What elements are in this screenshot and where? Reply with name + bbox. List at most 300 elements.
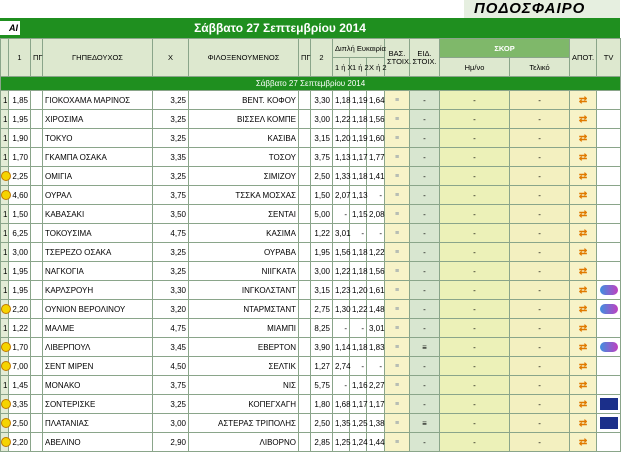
swap-arrows-icon[interactable]: ⇄ [578,113,588,125]
score-half-value: - [473,361,476,371]
odds-12 [350,243,367,262]
odds-x2-value: - [379,228,383,238]
away-team [189,319,299,338]
list-icon[interactable]: ≡ [394,267,400,275]
tv-cell [597,262,621,281]
list-icon[interactable]: ≡ [394,438,400,446]
pg2-cell [299,167,311,186]
pg-cell [31,129,43,148]
list-icon[interactable]: ≡ [394,153,400,161]
away-team [189,91,299,110]
away-team [189,129,299,148]
score-half-value: - [473,437,476,447]
odds-x2-value: 3,01 [369,323,385,333]
home-team [43,433,153,452]
odds-x-value: 3,25 [170,171,186,181]
away-team-value: ΕΒΕΡΤΟΝ [257,342,296,352]
home-team [43,186,153,205]
eid-cell [410,186,440,205]
away-team-value: ΤΣΣΚΑ ΜΟΣΧΑΣ [235,190,296,200]
home-team-value: ΓΙΟΚΟΧΑΜΑ ΜΑΡΙΝΟΣ [45,95,131,105]
away-team [189,167,299,186]
odds-1x-value: - [344,209,347,219]
col-skor: ΣΚΟΡ [440,39,570,58]
odds-x2-value: 1,17 [369,399,385,409]
score-half [440,357,510,376]
list-icon[interactable]: ≡ [394,286,400,294]
bas-cell [385,243,410,262]
odds-2-value: 1,95 [314,247,330,257]
odds-x-value: 4,50 [170,361,186,371]
odds-1 [9,129,31,148]
home-team [43,338,153,357]
odds-x2 [367,376,385,395]
odds-1 [9,357,31,376]
eid-cell [410,357,440,376]
col-pg: ΠΓ [31,39,43,77]
eid-cell-value: - [423,209,426,219]
odds-12-value: 1,18 [352,247,368,257]
odds-x [153,91,189,110]
odds-2-value: 1,50 [314,190,330,200]
swap-arrows-icon[interactable]: ⇄ [578,379,588,391]
tv-channel-icon[interactable] [600,304,618,314]
score-half-value: - [473,304,476,314]
eid-cell-value: ≡ [422,342,427,352]
odds-2-value: 3,90 [314,342,330,352]
odds-2-value: 3,00 [314,114,330,124]
score-final-value: - [538,399,541,409]
home-team-value: ΟΜΙΓΙΑ [45,171,73,181]
odds-2 [311,91,333,110]
odds-x-value: 3,25 [170,399,186,409]
away-team-value: ΑΣΤΕΡΑΣ ΤΡΙΠΟΛΗΣ [218,418,296,428]
home-team [43,110,153,129]
home-team [43,243,153,262]
odds-x [153,148,189,167]
tv-cell [597,91,621,110]
list-icon[interactable]: ≡ [394,134,400,142]
odds-1 [9,91,31,110]
odds-1x [333,281,350,300]
swap-arrows-icon[interactable]: ⇄ [578,227,588,239]
row-no-value: 1 [3,133,8,143]
score-half-value: - [473,228,476,238]
odds-x2 [367,338,385,357]
odds-2 [311,338,333,357]
odds-1x-value: 1,18 [335,95,351,105]
away-team [189,357,299,376]
home-team [43,262,153,281]
tv-channel-icon[interactable] [600,417,618,429]
list-icon[interactable]: ≡ [394,343,400,351]
odds-x-value: 3,75 [170,190,186,200]
score-half-value: - [473,152,476,162]
apot-cell [570,186,597,205]
tv-cell [597,338,621,357]
bas-cell [385,110,410,129]
swap-arrows-icon[interactable]: ⇄ [578,208,588,220]
odds-2-value: 3,00 [314,266,330,276]
row-no [1,205,9,224]
odds-x2 [367,167,385,186]
row-no-value: 1 [3,209,8,219]
odds-x [153,129,189,148]
pg2-cell [299,319,311,338]
row-no [1,167,9,186]
odds-2 [311,129,333,148]
odds-12 [350,110,367,129]
odds-1-value: 6,25 [12,228,28,238]
odds-1 [9,319,31,338]
odds-1-value: 4,60 [12,190,28,200]
away-team [189,395,299,414]
odds-x2 [367,129,385,148]
odds-2 [311,281,333,300]
odds-x2 [367,319,385,338]
odds-12 [350,281,367,300]
odds-x-value: 3,25 [170,247,186,257]
swap-arrows-icon[interactable]: ⇄ [578,398,588,410]
odds-x2 [367,395,385,414]
table-row [1,281,621,300]
score-half-value: - [473,95,476,105]
ball-icon [1,342,11,352]
tv-cell [597,148,621,167]
pg2-cell [299,376,311,395]
table-row [1,338,621,357]
col-away: ΦΙΛΟΞΕΝΟΥΜΕΝΟΣ [189,39,299,77]
tv-cell [597,281,621,300]
list-icon[interactable]: ≡ [394,115,400,123]
eid-cell [410,376,440,395]
home-team-value: ΟΥΝΙΟΝ ΒΕΡΟΛΙΝΟΥ [45,304,126,314]
bas-cell [385,148,410,167]
odds-x-value: 3,25 [170,266,186,276]
score-final-value: - [538,114,541,124]
apot-cell [570,395,597,414]
swap-arrows-icon[interactable]: ⇄ [578,284,588,296]
away-team-value: ΝΙΣ [283,380,296,390]
odds-x2 [367,433,385,452]
score-half-value: - [473,285,476,295]
home-team-value: ΟΥΡΑΛ [45,190,72,200]
away-team [189,186,299,205]
col-12: 1 ή 2 [350,58,367,77]
bas-cell [385,262,410,281]
list-icon[interactable]: ≡ [394,229,400,237]
odds-x-value: 3,75 [170,380,186,390]
score-half [440,414,510,433]
score-half-value: - [473,418,476,428]
home-team-value: ΤΟΚΥΟ [45,133,73,143]
odds-x [153,395,189,414]
score-half [440,433,510,452]
score-half-value: - [473,323,476,333]
swap-arrows-icon[interactable]: ⇄ [578,303,588,315]
brand-logo[interactable]: ΠΟΔΟΣΦΑΙΡΟ [464,0,620,18]
title-bar [0,18,620,38]
list-icon[interactable]: ≡ [394,362,400,370]
list-icon[interactable]: ≡ [394,172,400,180]
home-team-value: ΣΕΝΤ ΜΙΡΕΝ [45,361,94,371]
swap-arrows-icon[interactable]: ⇄ [578,360,588,372]
odds-1x [333,167,350,186]
odds-x-value: 3,25 [170,95,186,105]
list-icon[interactable]: ≡ [394,381,400,389]
row-no [1,300,9,319]
ball-icon [1,399,11,409]
odds-1-value: 1,45 [12,380,28,390]
score-final [510,414,570,433]
odds-2 [311,376,333,395]
odds-x2 [367,224,385,243]
score-final [510,300,570,319]
tv-cell [597,129,621,148]
odds-1x-value: - [344,323,347,333]
list-icon[interactable]: ≡ [394,400,400,408]
list-icon[interactable]: ≡ [394,305,400,313]
home-team [43,281,153,300]
odds-2 [311,357,333,376]
odds-2 [311,433,333,452]
ball-icon [1,304,11,314]
date-row: Σάββατο 27 Σεπτεμβρίου 2014 [1,77,621,91]
list-icon[interactable]: ≡ [394,210,400,218]
odds-1x [333,319,350,338]
swap-arrows-icon[interactable]: ⇄ [578,189,588,201]
odds-x2-value: - [379,190,383,200]
home-team [43,395,153,414]
bas-cell [385,338,410,357]
away-team [189,300,299,319]
row-no [1,395,9,414]
list-icon[interactable]: ≡ [394,191,400,199]
odds-2-value: 3,75 [314,152,330,162]
odds-12 [350,319,367,338]
odds-1x [333,395,350,414]
col-x: Χ [153,39,189,77]
table-row [1,395,621,414]
apot-cell [570,300,597,319]
eid-cell-value: - [423,380,426,390]
row-no-value: 1 [3,380,8,390]
odds-1x [333,357,350,376]
odds-12 [350,167,367,186]
ball-icon [1,437,11,447]
score-final [510,262,570,281]
pg2-cell [299,338,311,357]
score-final-value: - [538,361,541,371]
odds-x2 [367,414,385,433]
odds-x [153,338,189,357]
list-icon[interactable]: ≡ [394,96,400,104]
odds-2 [311,414,333,433]
score-final [510,243,570,262]
odds-1-value: 1,70 [12,152,28,162]
odds-1x-value: 1,14 [335,342,351,352]
odds-table [0,38,621,452]
odds-12 [350,433,367,452]
home-team-value: ΧΙΡΟΣΙΜΑ [45,114,84,124]
home-team [43,129,153,148]
ball-icon [1,190,11,200]
score-final [510,395,570,414]
odds-x [153,110,189,129]
table-row [1,357,621,376]
score-half-value: - [473,190,476,200]
tv-cell [597,319,621,338]
home-team [43,319,153,338]
score-half-value: - [473,380,476,390]
bas-cell [385,433,410,452]
odds-1 [9,262,31,281]
swap-arrows-icon[interactable]: ⇄ [578,417,588,429]
odds-x [153,357,189,376]
away-team-value: ΚΟΠΕΓΧΑΓΗ [248,399,296,409]
score-final-value: - [538,285,541,295]
pg-cell [31,148,43,167]
swap-arrows-icon[interactable]: ⇄ [578,265,588,277]
row-no-value: 1 [3,247,8,257]
odds-1x [333,338,350,357]
table-row [1,319,621,338]
eid-cell [410,300,440,319]
bas-cell [385,300,410,319]
odds-1-value: 1,70 [12,342,28,352]
odds-1-value: 1,50 [12,209,28,219]
list-icon[interactable]: ≡ [394,248,400,256]
odds-2-value: 1,80 [314,399,330,409]
odds-1 [9,167,31,186]
odds-x [153,243,189,262]
bas-cell [385,186,410,205]
score-half [440,205,510,224]
odds-x [153,319,189,338]
eid-cell [410,414,440,433]
pg2-cell [299,129,311,148]
eid-cell-value: - [423,152,426,162]
pg-cell [31,262,43,281]
swap-arrows-icon[interactable]: ⇄ [578,341,588,353]
odds-1x-value: 2,07 [335,190,351,200]
score-half-value: - [473,247,476,257]
odds-2 [311,148,333,167]
eid-cell [410,91,440,110]
odds-12 [350,414,367,433]
bas-cell [385,376,410,395]
pg2-cell [299,395,311,414]
odds-1 [9,395,31,414]
odds-1-value: 7,00 [12,361,28,371]
away-team [189,148,299,167]
eid-cell [410,148,440,167]
odds-x2-value: 1,56 [369,114,385,124]
apot-cell [570,433,597,452]
odds-1 [9,205,31,224]
eid-cell-value: - [423,285,426,295]
odds-2-value: 2,85 [314,437,330,447]
score-final [510,319,570,338]
odds-1x [333,186,350,205]
home-team-value: ΤΣΕΡΕΖΟ ΟΣΑΚΑ [45,247,112,257]
eid-cell-value: - [423,190,426,200]
odds-12 [350,91,367,110]
odds-1x-value: 1,22 [335,114,351,124]
odds-1x-value: 1,33 [335,171,351,181]
odds-1 [9,186,31,205]
swap-arrows-icon[interactable]: ⇄ [578,132,588,144]
score-final [510,129,570,148]
score-final-value: - [538,171,541,181]
swap-arrows-icon[interactable]: ⇄ [578,151,588,163]
pg2-cell [299,243,311,262]
pg-cell [31,319,43,338]
swap-arrows-icon[interactable]: ⇄ [578,246,588,258]
away-team [189,433,299,452]
odds-2-value: 1,22 [314,228,330,238]
apot-cell [570,376,597,395]
odds-1x-value: 1,30 [335,304,351,314]
tv-channel-icon[interactable] [600,342,618,352]
odds-12-value: - [361,323,364,333]
score-half-value: - [473,114,476,124]
odds-1x [333,300,350,319]
swap-arrows-icon[interactable]: ⇄ [578,436,588,448]
apot-cell [570,357,597,376]
score-final [510,376,570,395]
swap-arrows-icon[interactable]: ⇄ [578,170,588,182]
tv-channel-icon[interactable] [600,398,618,410]
odds-2 [311,224,333,243]
odds-12-value: 1,22 [352,304,368,314]
row-no-value: 1 [3,266,8,276]
eid-cell-value: - [423,304,426,314]
row-no-value: 1 [3,152,8,162]
table-row [1,300,621,319]
odds-x2-value: 1,48 [369,304,385,314]
odds-x [153,167,189,186]
table-row [1,148,621,167]
swap-arrows-icon[interactable]: ⇄ [578,322,588,334]
odds-12 [350,338,367,357]
list-icon[interactable]: ≡ [394,324,400,332]
row-no [1,414,9,433]
odds-2-value: 2,75 [314,304,330,314]
apot-cell [570,319,597,338]
ball-icon [1,171,11,181]
row-no [1,357,9,376]
score-half [440,281,510,300]
home-team [43,167,153,186]
bas-cell [385,357,410,376]
row-no [1,376,9,395]
list-icon[interactable]: ≡ [394,419,400,427]
swap-arrows-icon[interactable]: ⇄ [578,94,588,106]
odds-12-value: 1,16 [352,380,368,390]
odds-2-value: 5,00 [314,209,330,219]
ball-icon [1,418,11,428]
odds-x-value: 4,75 [170,323,186,333]
odds-1 [9,433,31,452]
odds-x2 [367,300,385,319]
away-team-value: ΣΙΜΙΖΟΥ [263,171,296,181]
eid-cell-value: - [423,399,426,409]
home-team [43,376,153,395]
tv-channel-icon[interactable] [600,285,618,295]
odds-1 [9,281,31,300]
odds-1x [333,91,350,110]
